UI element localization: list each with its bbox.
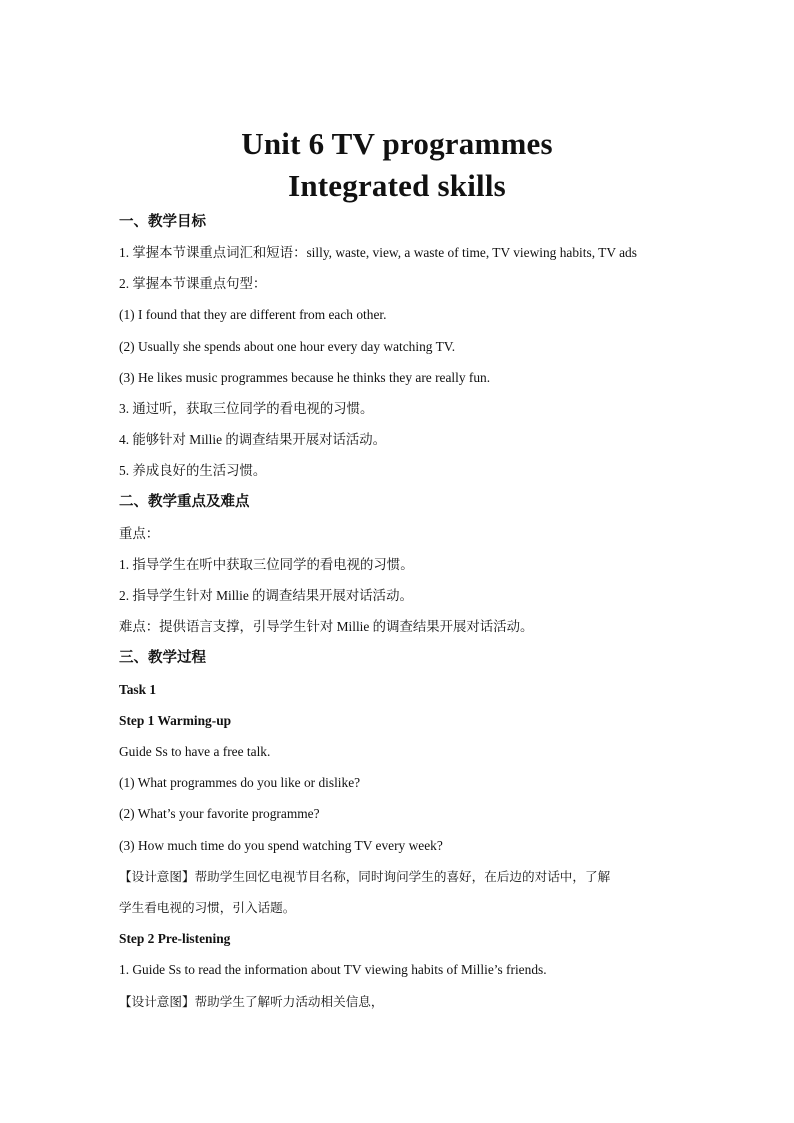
document-subtitle: Integrated skills [288,168,506,203]
task-label: Task 1 [119,682,157,697]
document-title: Unit 6 TV programmes [241,126,553,161]
keypoint-item: 2. 指导学生针对 Millie 的调查结果开展对话活动。 [119,588,413,603]
section-heading-process: 三、教学过程 [119,650,206,666]
discussion-question: (2) What’s your favorite programme? [119,806,320,821]
objective-item: 1. 掌握本节课重点词汇和短语：silly, waste, view, a waste of time, TV viewing habits, TV ads [119,245,637,260]
step-instruction: 1. Guide Ss to read the information about TV viewing habits of Millie’s friends. [119,962,547,977]
sentence-pattern: (2) Usually she spends about one hour every day watching TV. [119,339,456,354]
discussion-question: (3) How much time do you spend watching TV every week? [119,838,443,853]
keypoint-item: 1. 指导学生在听中获取三位同学的看电视的习惯。 [119,557,414,572]
design-intent: 【设计意图】帮助学生了解听力活动相关信息， [119,994,384,1009]
sentence-pattern: (3) He likes music programmes because he thinks they are really fun. [119,370,491,385]
difficulty-text: 难点：提供语言支撑，引导学生针对 Millie 的调查结果开展对话活动。 [119,619,534,634]
discussion-question: (1) What programmes do you like or dislike? [119,775,361,790]
step-instruction: Guide Ss to have a free talk. [119,744,271,759]
design-intent-continued: 学生看电视的习惯，引入话题。 [119,900,296,915]
objective-item: 5. 养成良好的生活习惯。 [119,463,267,478]
design-intent: 【设计意图】帮助学生回忆电视节目名称，同时询问学生的喜好，在后边的对话中，了解 [119,869,611,884]
objective-item: 3. 通过听，获取三位同学的看电视的习惯。 [119,401,374,416]
section-heading-keypoints: 二、教学重点及难点 [119,494,250,510]
objective-item: 4. 能够针对 Millie 的调查结果开展对话活动。 [119,432,387,447]
sentence-pattern: (1) I found that they are different from each other. [119,307,387,322]
section-heading-objectives: 一、教学目标 [119,214,206,230]
keypoints-label: 重点： [119,526,160,541]
step-heading: Step 2 Pre-listening [119,931,231,946]
step-heading: Step 1 Warming-up [119,713,232,728]
objective-item: 2. 掌握本节课重点句型： [119,276,267,291]
